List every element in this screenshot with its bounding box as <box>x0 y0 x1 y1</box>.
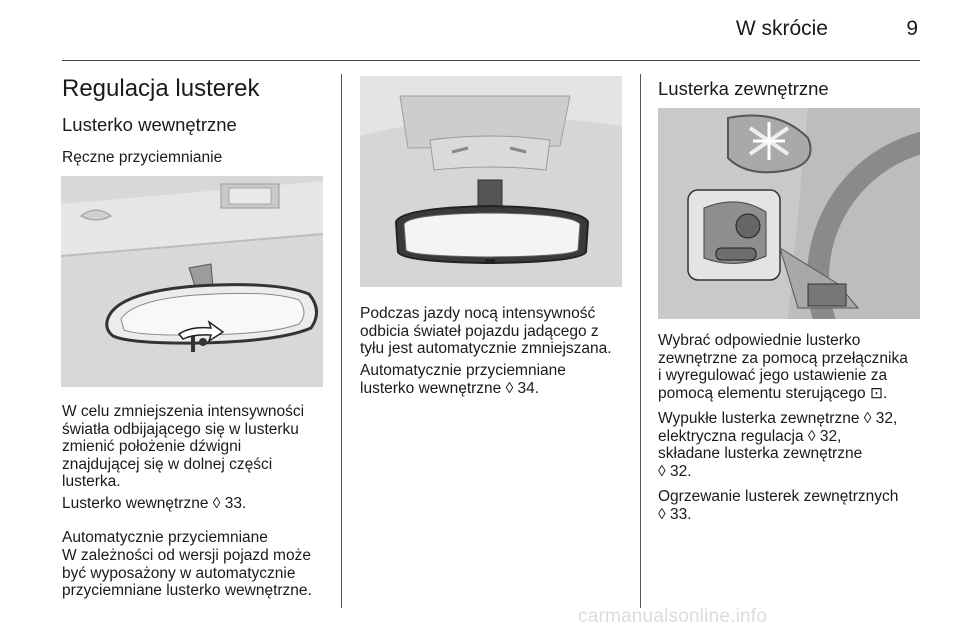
text-line: odbicia świateł pojazdu jadącego z <box>360 322 599 340</box>
subsection-title: Lusterko wewnętrzne <box>62 114 237 135</box>
text-line: światła odbijającego się w lusterku <box>62 420 299 438</box>
text-line: zewnętrzne za pomocą przełącznika <box>658 349 908 367</box>
text-line: i wyregulować jego ustawienie za <box>658 367 888 384</box>
cross-reference-inner-mirror[interactable]: Lusterko wewnętrzne ◊ 33. <box>62 495 247 512</box>
paragraph-night-dimming <box>360 305 635 358</box>
paragraph-auto-dimming-ref <box>360 362 635 397</box>
text-line: W zależności od wersji pojazd może <box>62 547 311 564</box>
site-watermark: carmanualsonline.info <box>578 606 768 627</box>
manual-dimming-mirror-illustration <box>61 176 323 387</box>
column-divider <box>640 74 641 608</box>
text-line: lusterka. <box>62 473 121 490</box>
cross-reference[interactable]: ◊ 32. <box>658 462 692 480</box>
exterior-mirrors-title: Lusterka zewnętrzne <box>658 78 829 99</box>
text-line: być wyposażony w automatycznie <box>62 564 296 582</box>
paragraph-heated-mirrors <box>658 488 938 523</box>
text-line: Podczas jazdy nocą intensywność <box>360 305 596 322</box>
text-line: tyłu jest automatycznie zmniejszana. <box>360 340 612 357</box>
paragraph-mirror-references <box>658 410 938 480</box>
running-header-title: W skrócie <box>735 17 828 40</box>
text-line: składane lusterka zewnętrzne <box>658 445 863 462</box>
paragraph-auto-dimming <box>62 547 337 600</box>
exterior-mirror-switch-illustration <box>658 108 920 319</box>
text-line: W celu zmniejszenia intensywności <box>62 403 305 420</box>
page-number: 9 <box>906 17 918 40</box>
column-divider <box>341 74 342 608</box>
text-line: Ogrzewanie lusterek zewnętrznych <box>658 488 899 505</box>
text-line: znajdującej się w dolnej części <box>62 455 273 473</box>
auto-dimming-heading: Automatycznie przyciemniane <box>62 529 268 546</box>
auto-dimming-mirror-illustration <box>360 76 622 287</box>
text-line: zmienić położenie dźwigni <box>62 438 242 455</box>
cross-reference[interactable]: lusterko wewnętrzne ◊ 34. <box>360 379 540 397</box>
header-rule <box>62 60 920 61</box>
section-title: Regulacja lusterek <box>62 75 260 102</box>
paragraph-manual-dimming <box>62 403 337 491</box>
text-line: Automatycznie przyciemniane <box>360 362 566 379</box>
text-line: pomocą elementu sterującego ⊡. <box>658 384 888 402</box>
subsubsection-title: Ręczne przyciemnianie <box>62 149 223 166</box>
paragraph-select-mirror <box>658 332 938 402</box>
text-line: Wybrać odpowiednie lusterko <box>658 332 861 349</box>
text-line: przyciemniane lusterko wewnętrzne. <box>62 582 312 599</box>
cross-reference[interactable]: Wypukłe lusterka zewnętrzne ◊ 32, <box>658 410 898 427</box>
cross-reference[interactable]: elektryczna regulacja ◊ 32, <box>658 427 842 445</box>
cross-reference[interactable]: ◊ 33. <box>658 505 692 523</box>
